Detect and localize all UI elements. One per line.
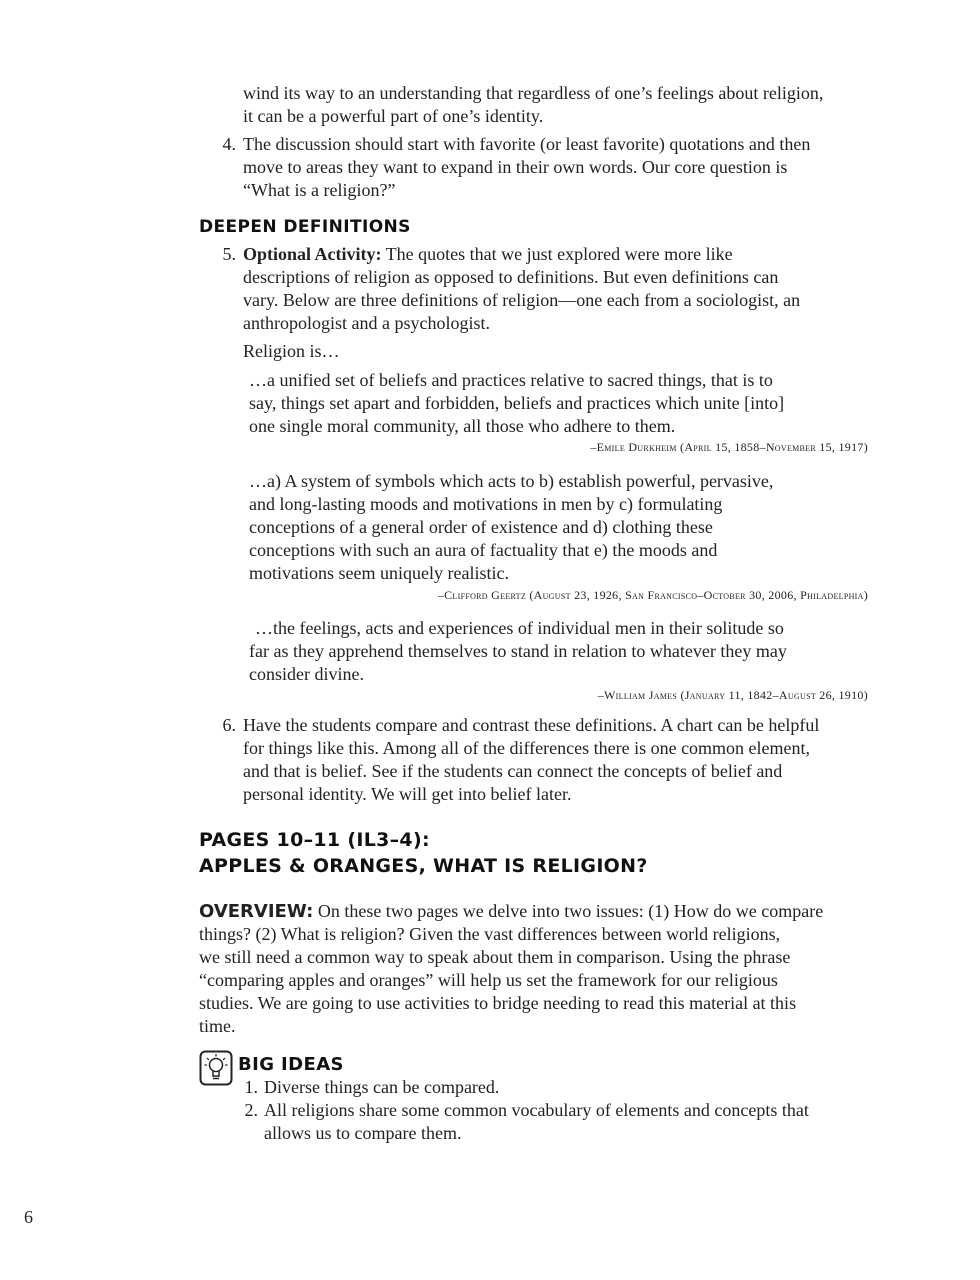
- text-line: Have the students compare and contrast these definitions. A chart can be helpful: [243, 715, 820, 735]
- list-number: 5.: [222, 244, 236, 264]
- quote-attribution: –Clifford Geertz (August 23, 1926, San Francisco–October 30, 2006, Philadelphia): [437, 588, 868, 602]
- section-subheading: DEEPEN DEFINITIONS: [199, 217, 411, 237]
- quote-line: and long-lasting moods and motivations in men by c) formulating: [249, 494, 723, 514]
- quote-line: conceptions of a general order of existence and d) clothing these: [249, 517, 713, 537]
- text-line: All religions share some common vocabulary of elements and concepts that: [264, 1100, 809, 1120]
- quote-line: motivations seem uniquely realistic.: [249, 563, 509, 583]
- quote-geertz: [249, 470, 773, 585]
- list-number: 1.: [244, 1077, 258, 1097]
- quote-attribution: –William James (January 11, 1842–August 26, 1910): [597, 688, 868, 702]
- list-item-5: [243, 243, 800, 335]
- text-line: [243, 243, 800, 266]
- big-idea-item: [264, 1076, 499, 1099]
- overview-paragraph: [199, 900, 823, 1038]
- quote-line: one single moral community, all those who adhere to them.: [249, 416, 676, 436]
- text-line: [199, 900, 823, 923]
- quote-line: …a unified set of beliefs and practices relative to sacred things, that is to: [249, 370, 773, 390]
- text-line: “What is a religion?”: [243, 180, 396, 200]
- text-line: descriptions of religion as opposed to definitions. But even definitions can: [243, 267, 779, 287]
- continuation-paragraph: [243, 82, 823, 128]
- text-line: Diverse things can be compared.: [264, 1077, 500, 1097]
- religion-is-line: Religion is…: [243, 341, 340, 361]
- text-line: it can be a powerful part of one’s identity.: [243, 106, 544, 126]
- text-line: wind its way to an understanding that regardless of one’s feelings about religion,: [243, 83, 824, 103]
- bold-label: Optional Activity:: [243, 244, 382, 264]
- list-number: 2.: [244, 1100, 258, 1120]
- text-line: anthropologist and a psychologist.: [243, 313, 490, 333]
- text-line: allows us to compare them.: [264, 1123, 462, 1143]
- text-line: personal identity. We will get into belief later.: [243, 784, 572, 804]
- text-line: and that is belief. See if the students can connect the concepts of belief and: [243, 761, 783, 781]
- list-item-6: [243, 714, 819, 806]
- quote-line: …a) A system of symbols which acts to b) establish powerful, pervasive,: [249, 471, 774, 491]
- quote-line: conceptions with such an aura of factuality that e) the moods and: [249, 540, 718, 560]
- text-line: The discussion should start with favorite (or least favorite) quotations and then: [243, 134, 811, 154]
- text-line: “comparing apples and oranges” will help us set the framework for our religious: [199, 970, 778, 990]
- text-line: for things like this. Among all of the differences there is one common element,: [243, 738, 811, 758]
- quote-attribution: –Emile Durkheim (April 15, 1858–November 15, 1917): [590, 440, 868, 454]
- quote-line: far as they apprehend themselves to stand in relation to whatever they may: [249, 641, 787, 661]
- text-line: we still need a common way to speak about them in comparison. Using the phrase: [199, 947, 791, 967]
- quote-line: …the feelings, acts and experiences of individual men in their solitude so: [255, 618, 784, 638]
- page-number: 6: [24, 1207, 33, 1227]
- list-item-4: [243, 133, 810, 202]
- text-run: The quotes that we just explored were more like: [381, 244, 733, 264]
- overview-label: OVERVIEW:: [199, 901, 314, 922]
- quote-james: [249, 617, 787, 686]
- section-heading: [199, 827, 648, 879]
- big-idea-item: [264, 1099, 809, 1145]
- quote-line: consider divine.: [249, 664, 364, 684]
- text-line: things? (2) What is religion? Given the vast differences between world religions,: [199, 924, 781, 944]
- heading-line: APPLES & ORANGES, WHAT IS RELIGION?: [199, 855, 648, 877]
- text-line: studies. We are going to use activities to bridge needing to read this material at this: [199, 993, 797, 1013]
- text-line: vary. Below are three definitions of religion—one each from a sociologist, an: [243, 290, 801, 310]
- quote-line: say, things set apart and forbidden, beliefs and practices which unite [into]: [249, 393, 785, 413]
- big-ideas-heading: BIG IDEAS: [238, 1054, 344, 1075]
- lightbulb-icon: [199, 1050, 233, 1086]
- list-number: 4.: [222, 134, 236, 154]
- text-line: time.: [199, 1016, 236, 1036]
- quote-durkheim: [249, 369, 784, 438]
- heading-line: PAGES 10–11 (IL3–4):: [199, 829, 430, 851]
- list-number: 6.: [222, 715, 236, 735]
- text-line: move to areas they want to expand in their own words. Our core question is: [243, 157, 788, 177]
- text-run: On these two pages we delve into two issues: (1) How do we compare: [313, 901, 824, 921]
